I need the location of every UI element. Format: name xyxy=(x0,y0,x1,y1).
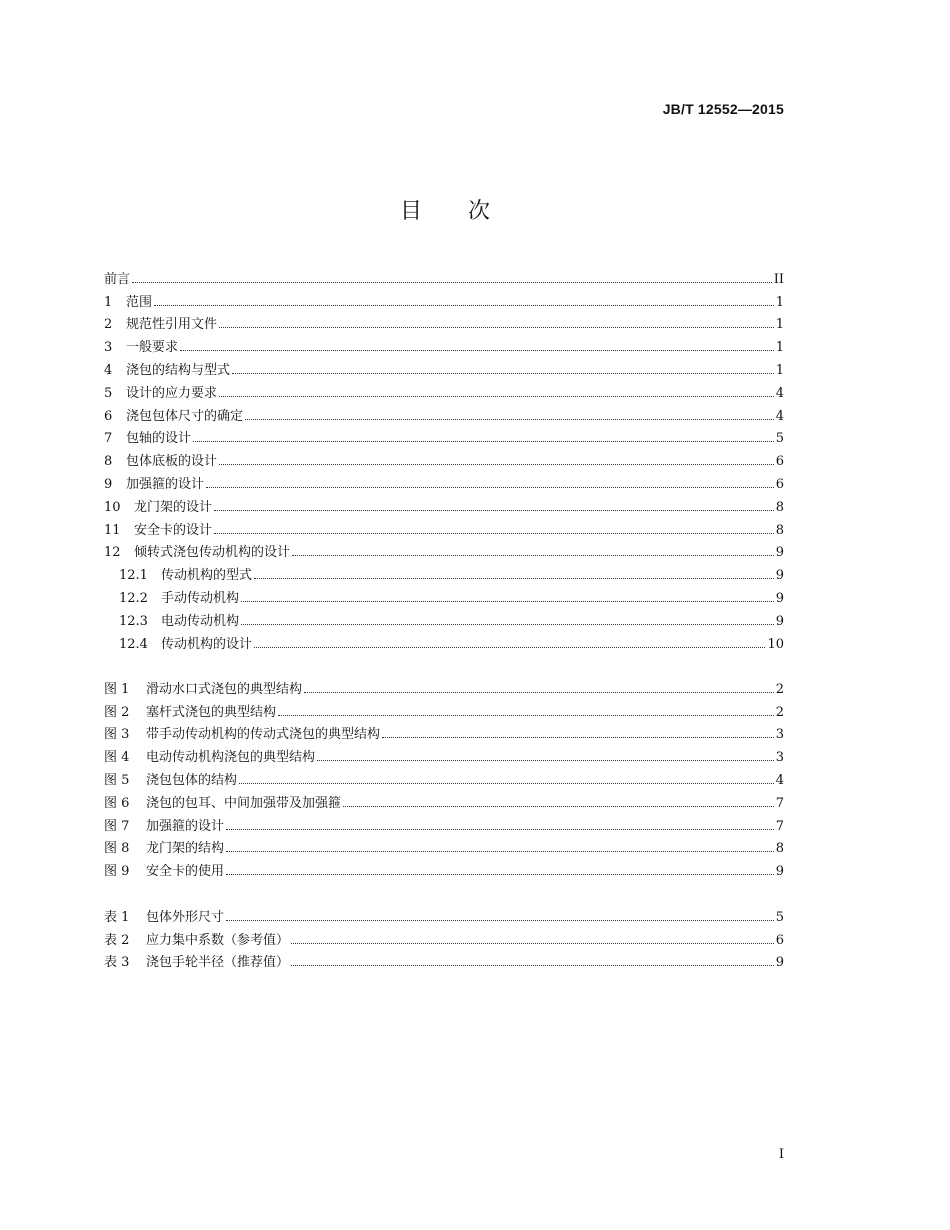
figure-page: 3 xyxy=(775,750,784,766)
dot-leader xyxy=(245,419,774,420)
toc-number: 8 xyxy=(104,454,113,470)
figure-number: 图 8 xyxy=(104,841,130,857)
figure-page: 9 xyxy=(775,864,784,880)
toc-row-3[interactable] xyxy=(104,332,784,355)
toc-row-12-4[interactable] xyxy=(104,629,784,652)
toc-number: 12.1 xyxy=(119,568,148,584)
figure-label: 塞杆式浇包的典型结构 xyxy=(146,704,277,720)
dot-leader xyxy=(292,555,774,556)
dot-leader xyxy=(214,510,774,511)
dot-leader xyxy=(226,829,774,830)
dot-leader xyxy=(239,783,774,784)
dot-leader xyxy=(180,350,774,351)
figure-row-5[interactable] xyxy=(104,765,784,788)
table-number: 表 1 xyxy=(104,909,130,925)
toc-page: 4 xyxy=(775,408,784,424)
figure-row-7[interactable] xyxy=(104,811,784,834)
toc-number: 12.3 xyxy=(119,613,148,629)
toc-contents xyxy=(104,264,784,652)
figure-label: 龙门架的结构 xyxy=(146,841,225,857)
table-label: 应力集中系数（参考值） xyxy=(146,932,290,948)
dot-leader xyxy=(232,373,774,374)
toc-label: 浇包的结构与型式 xyxy=(126,362,231,378)
toc-figures xyxy=(104,674,784,879)
toc-label: 规范性引用文件 xyxy=(126,317,218,333)
toc-page: 6 xyxy=(775,476,784,492)
toc-label: 一般要求 xyxy=(126,340,179,356)
toc-label: 龙门架的设计 xyxy=(134,499,213,515)
toc-page: 10 xyxy=(767,636,784,652)
toc-number: 12 xyxy=(104,545,121,561)
toc-row-1[interactable] xyxy=(104,287,784,310)
figure-label: 带手动传动机构的传动式浇包的典型结构 xyxy=(146,727,381,743)
figure-number: 图 3 xyxy=(104,727,130,743)
dot-leader xyxy=(343,806,774,807)
dot-leader xyxy=(226,920,774,921)
table-label: 包体外形尺寸 xyxy=(146,909,225,925)
dot-leader xyxy=(226,874,774,875)
toc-page: 8 xyxy=(775,522,784,538)
figure-label: 加强箍的设计 xyxy=(146,818,225,834)
page-title xyxy=(0,194,890,225)
toc-label: 前言 xyxy=(104,271,131,287)
toc-row-12-3[interactable] xyxy=(104,606,784,629)
toc-number: 11 xyxy=(104,522,121,538)
toc-number: 4 xyxy=(104,362,113,378)
figure-row-3[interactable] xyxy=(104,720,784,743)
figure-label: 滑动水口式浇包的典型结构 xyxy=(146,681,303,697)
figure-number: 图 5 xyxy=(104,772,130,788)
toc-page: 5 xyxy=(775,431,784,447)
dot-leader xyxy=(304,692,774,693)
toc-tables xyxy=(104,902,784,970)
dot-leader xyxy=(219,464,774,465)
toc-label: 传动机构的型式 xyxy=(161,568,253,584)
toc-number: 12.2 xyxy=(119,590,148,606)
toc-row-2[interactable] xyxy=(104,310,784,333)
table-row-2[interactable] xyxy=(104,925,784,948)
figure-row-2[interactable] xyxy=(104,697,784,720)
dot-leader xyxy=(291,965,774,966)
toc-page: 9 xyxy=(775,568,784,584)
table-number: 表 3 xyxy=(104,955,130,971)
title-char-2: 次 xyxy=(468,199,491,224)
toc-label: 设计的应力要求 xyxy=(126,385,218,401)
figure-page: 4 xyxy=(775,772,784,788)
toc-number: 9 xyxy=(104,476,113,492)
dot-leader xyxy=(278,715,774,716)
figure-row-1[interactable] xyxy=(104,674,784,697)
toc-number: 7 xyxy=(104,431,113,447)
dot-leader xyxy=(254,578,774,579)
table-row-1[interactable] xyxy=(104,902,784,925)
table-page: 9 xyxy=(775,955,784,971)
figure-page: 8 xyxy=(775,841,784,857)
dot-leader xyxy=(219,396,774,397)
dot-leader xyxy=(132,282,772,283)
dot-leader xyxy=(317,760,774,761)
toc-label: 传动机构的设计 xyxy=(161,636,253,652)
figure-row-4[interactable] xyxy=(104,742,784,765)
toc-row-foreword[interactable] xyxy=(104,264,784,287)
toc-label: 安全卡的设计 xyxy=(134,522,213,538)
dot-leader xyxy=(214,533,774,534)
toc-row-6[interactable] xyxy=(104,401,784,424)
dot-leader xyxy=(226,851,774,852)
figure-label: 安全卡的使用 xyxy=(146,864,225,880)
table-page: 5 xyxy=(775,909,784,925)
toc-page: 1 xyxy=(775,340,784,356)
toc-page: 1 xyxy=(775,294,784,310)
toc-page: II xyxy=(773,271,784,287)
toc-number: 5 xyxy=(104,385,113,401)
dot-leader xyxy=(382,737,774,738)
toc-number: 2 xyxy=(104,317,113,333)
toc-page: 9 xyxy=(775,613,784,629)
figure-label: 电动传动机构浇包的典型结构 xyxy=(146,750,316,766)
toc-label: 包轴的设计 xyxy=(126,431,192,447)
toc-row-11[interactable] xyxy=(104,515,784,538)
toc-number: 10 xyxy=(104,499,121,515)
toc-page: 8 xyxy=(775,499,784,515)
figure-page: 2 xyxy=(775,704,784,720)
figure-page: 7 xyxy=(775,795,784,811)
toc-label: 浇包包体尺寸的确定 xyxy=(126,408,244,424)
page-number: I xyxy=(778,1147,784,1162)
figure-page: 3 xyxy=(775,727,784,743)
table-number: 表 2 xyxy=(104,932,130,948)
toc-page: 1 xyxy=(775,362,784,378)
dot-leader xyxy=(219,327,774,328)
dot-leader xyxy=(241,601,774,602)
dot-leader xyxy=(193,441,774,442)
figure-label: 浇包包体的结构 xyxy=(146,772,238,788)
toc-page: 6 xyxy=(775,454,784,470)
figure-row-9[interactable] xyxy=(104,856,784,879)
figure-label: 浇包的包耳、中间加强带及加强箍 xyxy=(146,795,342,811)
figure-row-6[interactable] xyxy=(104,788,784,811)
table-row-3[interactable] xyxy=(104,948,784,971)
toc-row-8[interactable] xyxy=(104,446,784,469)
toc-label: 倾转式浇包传动机构的设计 xyxy=(134,545,291,561)
toc-page: 1 xyxy=(775,317,784,333)
dot-leader xyxy=(241,624,774,625)
figure-number: 图 9 xyxy=(104,864,130,880)
toc-label: 包体底板的设计 xyxy=(126,454,218,470)
toc-row-12-1[interactable] xyxy=(104,560,784,583)
toc-row-9[interactable] xyxy=(104,469,784,492)
toc-row-12-2[interactable] xyxy=(104,583,784,606)
figure-number: 图 1 xyxy=(104,681,130,697)
figure-row-8[interactable] xyxy=(104,834,784,857)
document-code: JB/T 12552—2015 xyxy=(662,101,784,117)
toc-page: 9 xyxy=(775,545,784,561)
toc-label: 加强箍的设计 xyxy=(126,476,205,492)
dot-leader xyxy=(206,487,774,488)
toc-row-10[interactable] xyxy=(104,492,784,515)
title-char-1: 目 xyxy=(399,199,422,224)
figure-page: 2 xyxy=(775,681,784,697)
dot-leader xyxy=(154,305,774,306)
dot-leader xyxy=(291,943,774,944)
table-page: 6 xyxy=(775,932,784,948)
toc-page: 4 xyxy=(775,385,784,401)
toc-number: 1 xyxy=(104,294,113,310)
toc-number: 3 xyxy=(104,340,113,356)
toc-row-7[interactable] xyxy=(104,424,784,447)
toc-row-5[interactable] xyxy=(104,378,784,401)
toc-label: 范围 xyxy=(126,294,153,310)
figure-number: 图 4 xyxy=(104,750,130,766)
toc-page: 9 xyxy=(775,590,784,606)
toc-label: 手动传动机构 xyxy=(161,590,240,606)
dot-leader xyxy=(254,647,765,648)
figure-page: 7 xyxy=(775,818,784,834)
table-label: 浇包手轮半径（推荐值） xyxy=(146,955,290,971)
toc-row-12[interactable] xyxy=(104,538,784,561)
figure-number: 图 6 xyxy=(104,795,130,811)
figure-number: 图 2 xyxy=(104,704,130,720)
toc-row-4[interactable] xyxy=(104,355,784,378)
toc-number: 6 xyxy=(104,408,113,424)
toc-number: 12.4 xyxy=(119,636,148,652)
figure-number: 图 7 xyxy=(104,818,130,834)
toc-label: 电动传动机构 xyxy=(161,613,240,629)
